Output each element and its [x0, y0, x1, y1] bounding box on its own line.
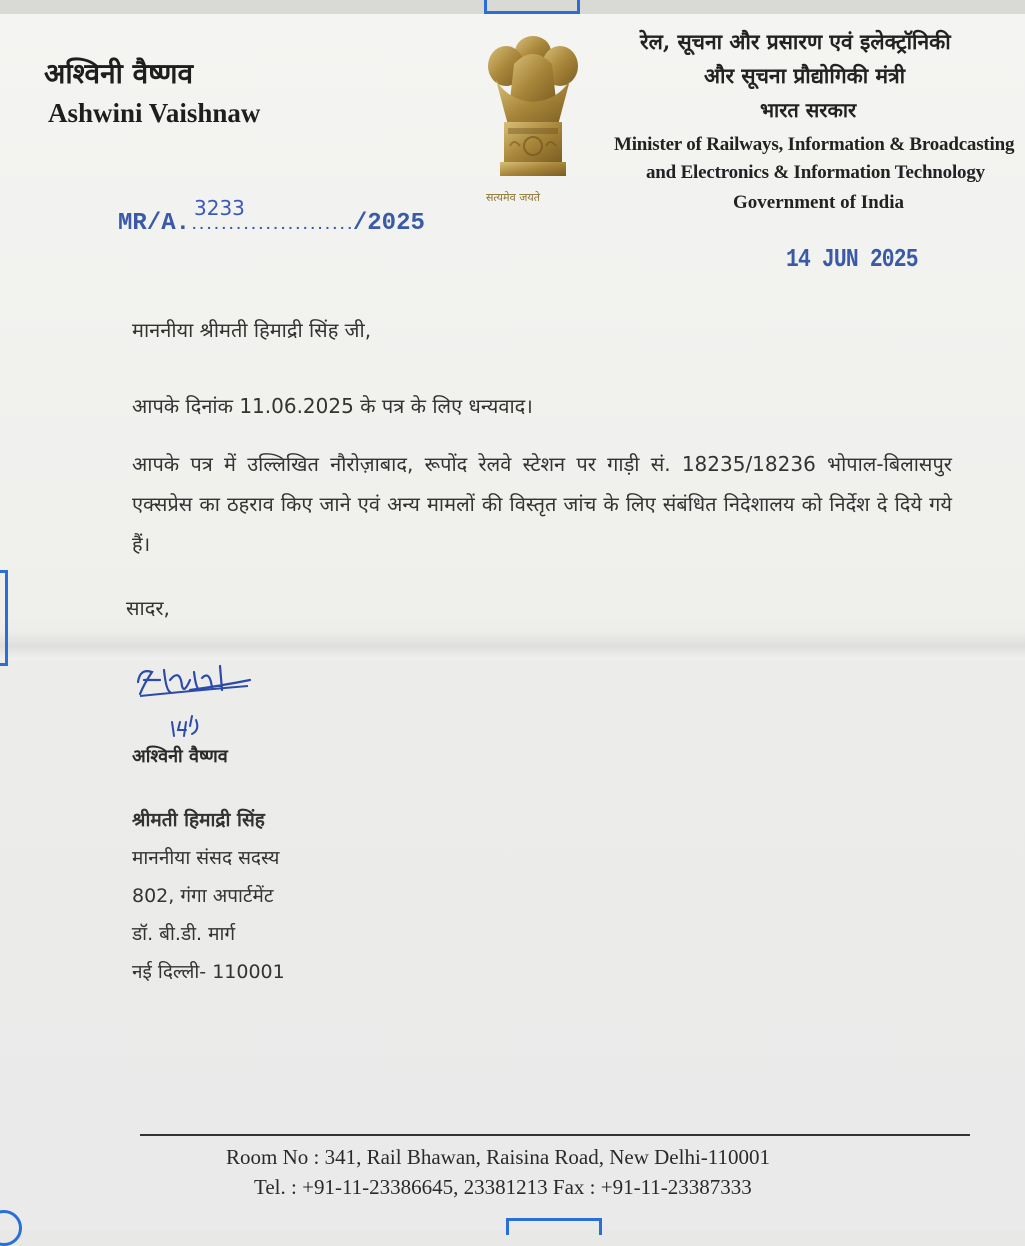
footer-divider — [140, 1134, 970, 1136]
closing: सादर, — [126, 596, 170, 620]
handwritten-signature — [130, 660, 260, 740]
minister-title-hindi-3: भारत सरकार — [760, 98, 857, 122]
thanks-line: आपके दिनांक 11.06.2025 के पत्र के लिए धन्यवाद। — [132, 394, 533, 418]
crop-handle-top[interactable] — [484, 0, 580, 14]
body-paragraph: आपके पत्र में उल्लिखित नौरोज़ाबाद, रूपोंद रेलवे स्टेशन पर गाड़ी सं. 18235/18236 भोपाल-बिलासपुर एक्सप्रेस का ठहराव किए जाने एवं अन्य मामलों की विस्तृत जांच के लिए संबंधित निदेशालय को निर्देश दे दिये गये हैं। — [132, 452, 952, 556]
minister-title-hindi-1: रेल, सूचना और प्रसारण एवं इलेक्ट्रॉनिकी — [640, 29, 951, 54]
recipient-line-4: नई दिल्ली- 110001 — [132, 961, 285, 983]
minister-title-english-3: Government of India — [733, 192, 904, 213]
crop-handle-left[interactable] — [0, 570, 8, 666]
minister-title-english-2: and Electronics & Information Technology — [646, 162, 985, 183]
minister-title-hindi-2: और सूचना प्रौद्योगिकी मंत्री — [704, 63, 906, 88]
footer-contact: Tel. : +91-11-23386645, 23381213 Fax : +91-11-23387333 — [254, 1175, 752, 1199]
sender-name-english: Ashwini Vaishnaw — [48, 98, 261, 128]
sender-name-hindi: अश्विनी वैष्णव — [44, 57, 194, 90]
date-stamp: 14 JUN 2025 — [786, 244, 918, 274]
paper-fold — [0, 632, 1025, 660]
national-emblem-icon — [478, 30, 588, 210]
reference-dots: ...................... — [190, 218, 353, 234]
emblem-motto: सत्यमेव जयते — [486, 191, 541, 204]
signatory-name: अश्विनी वैष्णव — [132, 746, 228, 767]
salutation: माननीया श्रीमती हिमाद्री सिंह जी, — [132, 318, 372, 342]
recipient-line-3: डॉ. बी.डी. मार्ग — [132, 923, 236, 945]
reference-handwritten-number: 3233 — [194, 196, 245, 220]
reference-number — [118, 196, 425, 237]
footer-address: Room No : 341, Rail Bhawan, Raisina Road, New Delhi-110001 — [226, 1145, 770, 1169]
reference-year: /2025 — [352, 210, 425, 237]
minister-title-english-1: Minister of Railways, Information & Broadcasting — [614, 134, 1015, 155]
recipient-name: श्रीमती हिमाद्री सिंह — [132, 809, 265, 831]
crop-handle-bottom[interactable] — [506, 1218, 602, 1235]
reference-prefix: MR/A. — [118, 210, 191, 237]
recipient-line-2: 802, गंगा अपार्टमेंट — [132, 885, 274, 907]
recipient-line-1: माननीया संसद सदस्य — [132, 847, 280, 869]
